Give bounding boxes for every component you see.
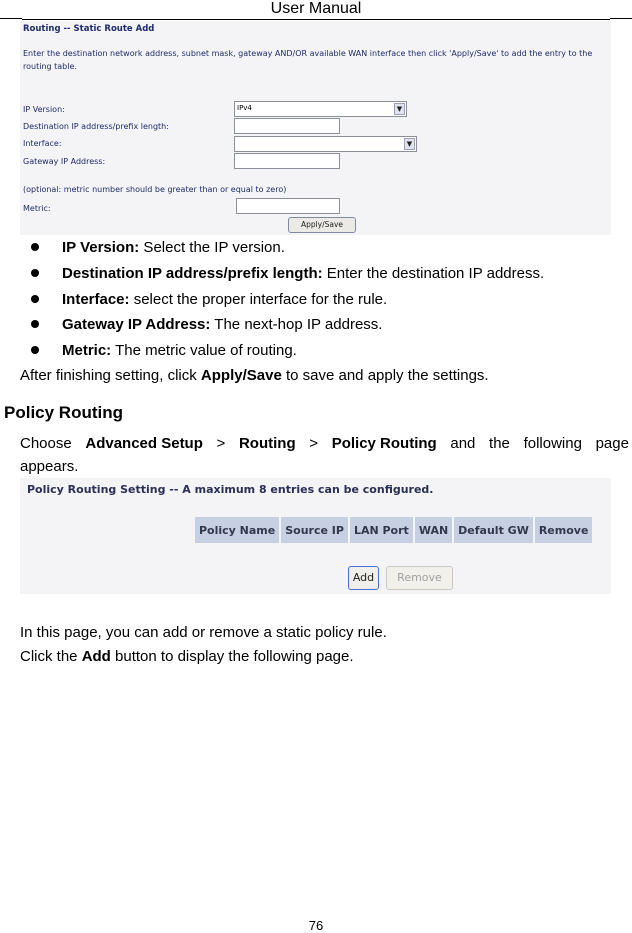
after-setting-text: After finishing setting, click Apply/Save to save and apply the settings. [20, 367, 489, 384]
header-title: User Manual [270, 0, 362, 17]
choose-instructions: Choose Advanced Setup > Routing > Policy Routing and the following page [20, 435, 629, 452]
instructions-line-2: routing table. [23, 62, 77, 71]
static-route-add-screenshot [20, 21, 611, 235]
header-rule [0, 18, 632, 20]
bullet-dot [31, 269, 39, 277]
bullet-dot [31, 346, 39, 354]
bullet-dot [31, 243, 39, 251]
policy-routing-title: Policy Routing Setting -- A maximum 8 entries can be configured. [27, 483, 434, 496]
col-source-ip: Source IP [281, 517, 348, 543]
chevron-down-icon: ▼ [394, 103, 405, 115]
col-default-gw: Default GW [454, 517, 533, 543]
page-number: 76 [308, 918, 324, 933]
instructions-line-1: Enter the destination network address, subnet mask, gateway AND/OR available WAN interface then click 'Apply/Save' to add the entry to the [23, 49, 593, 58]
bullet-metric: Metric: The metric value of routing. [62, 342, 297, 359]
col-lan-port: LAN Port [350, 517, 413, 543]
col-wan: WAN [415, 517, 452, 543]
bullet-dot [31, 320, 39, 328]
add-button[interactable]: Add [348, 566, 379, 590]
chevron-down-icon: ▼ [404, 138, 415, 150]
bullet-destination: Destination IP address/prefix length: Enter the destination IP address. [62, 265, 545, 282]
gateway-label: Gateway IP Address: [23, 157, 106, 166]
ip-version-label: IP Version: [23, 105, 65, 114]
col-policy-name: Policy Name [195, 517, 279, 543]
dest-address-label: Destination IP address/prefix length: [23, 122, 169, 131]
col-remove: Remove [535, 517, 593, 543]
policy-routing-screenshot [20, 478, 611, 594]
bullet-ip-version: IP Version: Select the IP version. [62, 239, 285, 256]
remove-button[interactable]: Remove [386, 566, 453, 590]
interface-select[interactable] [234, 136, 417, 152]
interface-label: Interface: [23, 139, 62, 148]
bullet-gateway: Gateway IP Address: The next-hop IP address. [62, 316, 383, 333]
apply-save-button[interactable]: Apply/Save [288, 217, 356, 233]
ip-version-select[interactable] [234, 101, 407, 117]
static-route-title: Routing -- Static Route Add [23, 24, 155, 34]
click-add-text: Click the Add button to display the following page. [20, 648, 354, 665]
bullet-interface: Interface: select the proper interface for the rule. [62, 291, 388, 308]
bullet-dot [31, 295, 39, 303]
section-title: Policy Routing [4, 403, 123, 422]
choose-instructions-line2: appears. [20, 458, 79, 475]
ip-version-value: IPv4 [237, 104, 252, 112]
metric-input[interactable] [236, 198, 340, 214]
closing-text: In this page, you can add or remove a static policy rule. [20, 624, 387, 641]
metric-label: Metric: [23, 204, 51, 213]
optional-note: (optional: metric number should be greater than or equal to zero) [23, 185, 287, 194]
table-header-row [195, 517, 592, 543]
dest-address-input[interactable] [234, 118, 340, 134]
policy-table [193, 515, 594, 545]
gateway-input[interactable] [234, 153, 340, 169]
